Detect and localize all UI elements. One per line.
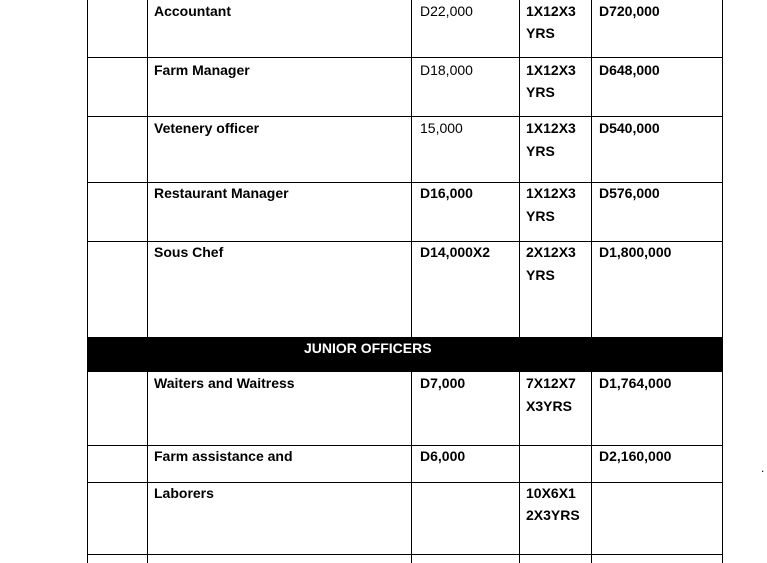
total-cell: D576,000 bbox=[599, 185, 660, 201]
column-divider bbox=[147, 372, 148, 563]
total-cell: D1,800,000 bbox=[599, 244, 672, 260]
position-cell: Accountant bbox=[154, 3, 231, 19]
period-cell: 1X12X3 bbox=[526, 120, 576, 136]
period-cell: 2X3YRS bbox=[526, 507, 580, 523]
rate-cell: D16,000 bbox=[420, 185, 473, 201]
rate-cell: D18,000 bbox=[420, 62, 473, 78]
position-cell: Vetenery officer bbox=[154, 120, 260, 136]
period-cell: 10X6X1 bbox=[526, 485, 576, 501]
table-border-left bbox=[87, 0, 88, 337]
column-divider bbox=[591, 0, 592, 337]
table-border-right bbox=[722, 0, 723, 337]
stray-mark: . bbox=[761, 461, 765, 475]
column-divider bbox=[147, 0, 148, 337]
period-cell: 1X12X3 bbox=[526, 185, 576, 201]
row-divider bbox=[87, 57, 723, 58]
position-cell: Waiters and Waitress bbox=[154, 375, 295, 391]
period-cell: X3YRS bbox=[526, 398, 572, 414]
section-header: JUNIOR OFFICERS bbox=[304, 340, 432, 356]
row-divider bbox=[87, 554, 723, 555]
rate-cell: D14,000X2 bbox=[420, 244, 491, 260]
column-divider bbox=[591, 372, 592, 563]
position-cell: Restaurant Manager bbox=[154, 185, 289, 201]
column-divider bbox=[519, 0, 520, 337]
table-border-right bbox=[722, 372, 723, 563]
period-cell: 2X12X3 bbox=[526, 244, 576, 260]
total-cell: D540,000 bbox=[599, 120, 660, 136]
period-cell: 1X12X3 bbox=[526, 62, 576, 78]
table-border-left bbox=[87, 372, 88, 563]
rate-cell: D7,000 bbox=[420, 375, 466, 391]
period-cell: 1X12X3 bbox=[526, 3, 576, 19]
position-cell: Farm Manager bbox=[154, 62, 250, 78]
period-cell: YRS bbox=[526, 25, 555, 41]
total-cell: D720,000 bbox=[599, 3, 660, 19]
rate-cell: 15,000 bbox=[420, 120, 463, 136]
rate-cell: D6,000 bbox=[420, 448, 466, 464]
total-cell: D1,764,000 bbox=[599, 375, 672, 391]
position-cell: Laborers bbox=[154, 485, 214, 501]
period-cell: YRS bbox=[526, 208, 555, 224]
period-cell: YRS bbox=[526, 143, 555, 159]
position-cell: Sous Chef bbox=[154, 244, 224, 260]
total-cell: D648,000 bbox=[599, 62, 660, 78]
period-cell: 7X12X7 bbox=[526, 375, 576, 391]
position-cell: Farm assistance and bbox=[154, 448, 293, 464]
rate-cell: D22,000 bbox=[420, 3, 473, 19]
period-cell: YRS bbox=[526, 84, 555, 100]
period-cell: YRS bbox=[526, 267, 555, 283]
column-divider bbox=[411, 0, 412, 337]
total-cell: D2,160,000 bbox=[599, 448, 672, 464]
column-divider bbox=[519, 372, 520, 563]
column-divider bbox=[411, 372, 412, 563]
